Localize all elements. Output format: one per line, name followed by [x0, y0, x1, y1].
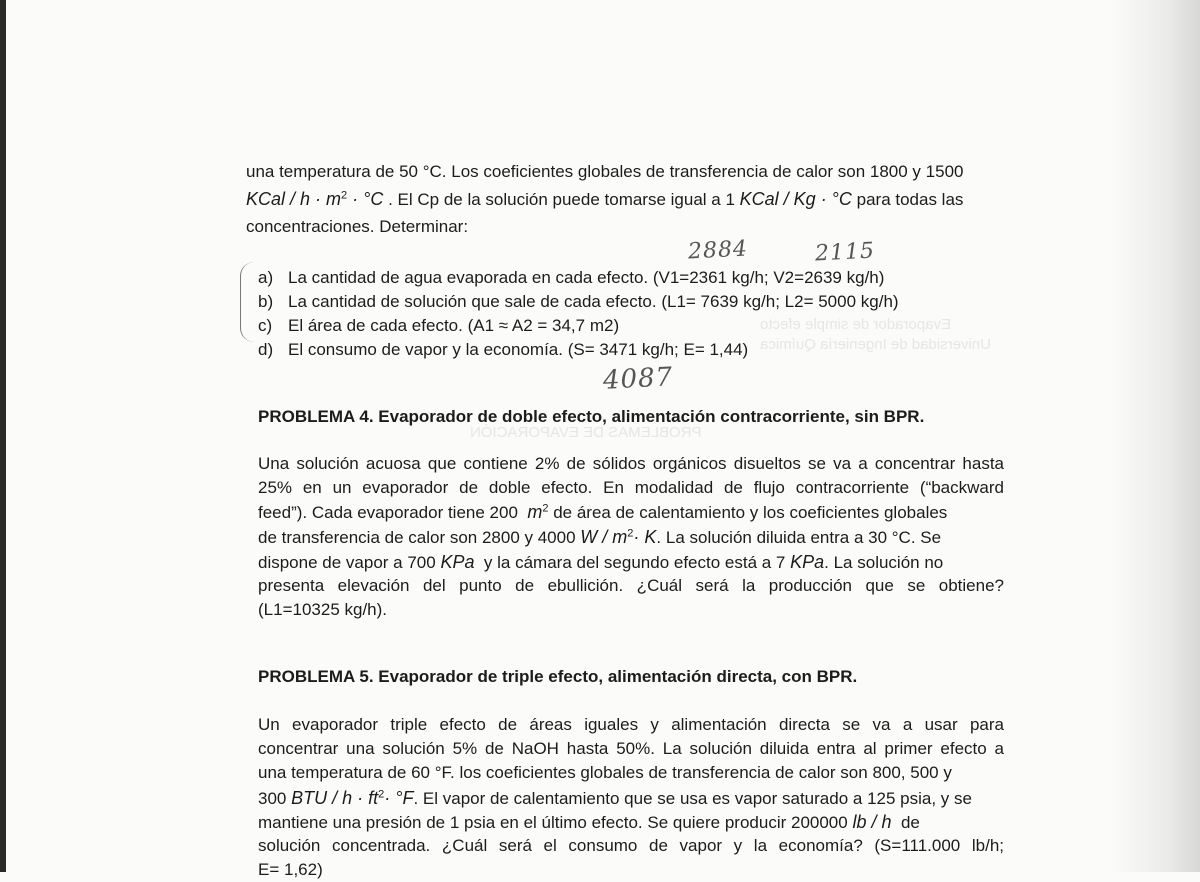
problem-heading: PROBLEMA 4. Evaporador de doble efecto, alimentación contracorriente, sin BPR. — [258, 407, 925, 426]
bleed-through-text: Universidad de Ingeniería Química — [760, 336, 991, 353]
intro-text: . El Cp de la solución puede tomarse igual a 1 — [388, 190, 735, 209]
problem-text: de transferencia de calor son 2800 y 4000 $W / m^2\cdot K$. La solución diluida entra a 30 °C. Se — [258, 527, 942, 547]
unit-expression: KCal / Kg · °C — [739, 189, 852, 209]
handwritten-bracket — [240, 262, 255, 342]
problem-text: (L1=10325 kg/h). — [258, 600, 388, 619]
problem-text: Un evaporador triple efecto de áreas iguales y alimentación directa se va a usar para — [258, 715, 1004, 734]
handwritten-note: 2115 — [814, 238, 876, 267]
problem-text: E= 1,62) — [258, 860, 323, 879]
problem-text: dispone de vapor a 700 KPa y la cámara del segundo efecto está a 7 KPa. La solución no — [258, 552, 944, 572]
problem-text: concentrar una solución 5% de NaOH hasta 50%. La solución diluida entra al primer efecto a — [258, 739, 1004, 758]
problem-text: Una solución acuosa que contiene 2% de sólidos orgánicos disueltos se va a concentrar hasta — [258, 454, 1004, 473]
scan-edge — [0, 0, 6, 872]
intro-line: concentraciones. Determinar: — [246, 217, 469, 236]
bleed-through-text: Evaporador de simple efecto — [760, 316, 951, 333]
problem-text: feed”). Cada evaporador tiene 200 $m^2$ de área de calentamiento y los coeficientes globales — [258, 502, 948, 522]
unit-expression: KCal / h · m — [246, 189, 342, 209]
problem-text: presenta elevación del punto de ebullición. ¿Cuál será la producción que se obtiene? — [258, 576, 1004, 595]
list-item: a) La cantidad de agua evaporada en cada efecto. (V1=2361 kg/h; V2=2639 kg/h) — [258, 268, 885, 287]
bleed-through-text: PROBLEMAS DE EVAPORACIÓN — [470, 424, 702, 441]
problem-heading: PROBLEMA 5. Evaporador de triple efecto, alimentación directa, con BPR. — [258, 667, 858, 686]
problem-text: 25% en un evaporador de doble efecto. En modalidad de flujo contracorriente (“backward — [258, 478, 1004, 497]
problem-text: mantiene una presión de 1 psia en el último efecto. Se quiere producir 200000 lb / h de — [258, 812, 920, 832]
scan-shadow — [1110, 0, 1200, 872]
intro-line: una temperatura de 50 °C. Los coeficientes globales de transferencia de calor son 1800 y 1500 — [246, 162, 964, 181]
handwritten-note: 2884 — [687, 236, 749, 265]
handwritten-note: 4087 — [602, 362, 674, 396]
problem-text: 300 BTU / $h \cdot ft^2\cdot ^\circ F$. El vapor de calentamiento que se usa es vapor saturado a 125 psia, y se — [258, 788, 972, 808]
list-item: b) La cantidad de solución que sale de cada efecto. (L1= 7639 kg/h; L2= 5000 kg/h) — [258, 292, 899, 311]
list-item: d) El consumo de vapor y la economía. (S= 3471 kg/h; E= 1,44) — [258, 340, 749, 359]
problem-text: solución concentrada. ¿Cuál será el consumo de vapor y la economía? (S=111.000 lb/h; — [258, 836, 1004, 855]
problem-text: una temperatura de 60 °F. los coeficientes globales de transferencia de calor son 800, 500 y — [258, 763, 952, 782]
intro-line: KCal / $h \cdot m^2 \cdot ^\circ C$ . El Cp de la solución puede tomarse igual a 1 KCal / Kg · °C para todas las — [246, 189, 964, 209]
intro-text: para todas las — [856, 190, 964, 209]
list-item: c) El área de cada efecto. (A1 ≈ A2 = 34,7 m2) — [258, 316, 620, 335]
